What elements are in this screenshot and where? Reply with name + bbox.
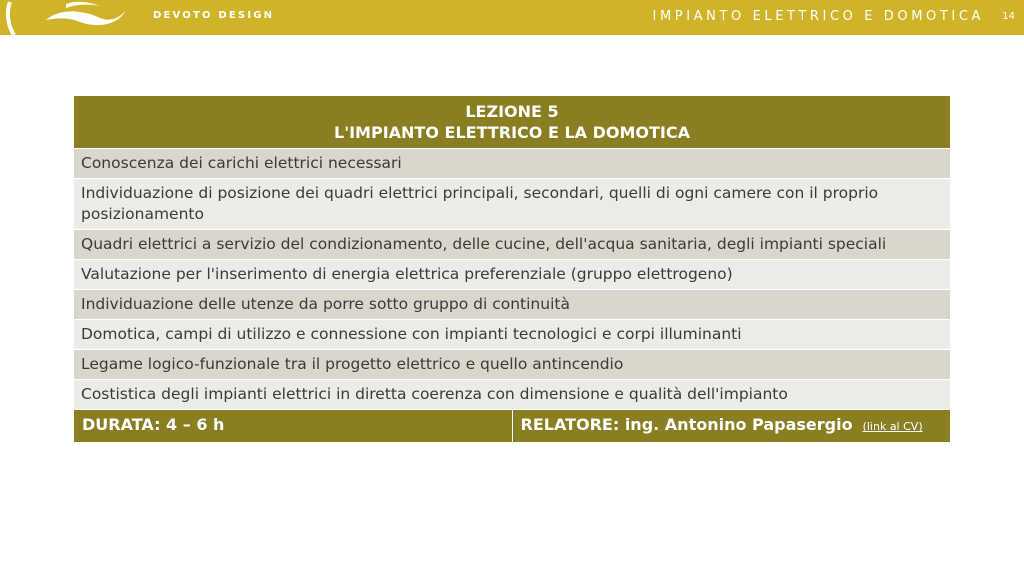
table-row	[74, 179, 951, 230]
topic-cell: Valutazione per l'inserimento di energia elettrica preferenziale (gruppo elettrogeno)	[74, 260, 951, 290]
table-row	[74, 260, 951, 290]
lesson-table	[73, 95, 951, 443]
table-row	[74, 350, 951, 380]
cv-link[interactable]: (link al CV)	[862, 420, 923, 433]
table-row	[74, 320, 951, 350]
topic-cell: Quadri elettrici a servizio del condizionamento, delle cucine, dell'acqua sanitaria, degli impianti speciali	[74, 230, 951, 260]
lesson-title: L'IMPIANTO ELETTRICO E LA DOMOTICA	[334, 123, 690, 142]
topic-cell: Conoscenza dei carichi elettrici necessari	[74, 149, 951, 179]
duration-cell	[74, 410, 513, 443]
topic-cell: Domotica, campi di utilizzo e connessione con impianti tecnologici e corpi illuminanti	[74, 320, 951, 350]
speaker-label: RELATORE: ing. Antonino Papasergio	[520, 415, 853, 434]
table-row	[74, 149, 951, 179]
speaker-cell	[512, 410, 951, 443]
wave-logo-icon	[0, 0, 140, 35]
lesson-number: LEZIONE 5	[465, 102, 559, 121]
table-row	[74, 290, 951, 320]
table-row	[74, 230, 951, 260]
brand-name: DEVOTO DESIGN	[153, 10, 275, 21]
section-title: IMPIANTO ELETTRICO E DOMOTICA	[652, 9, 984, 24]
page-number: 14	[1002, 11, 1015, 22]
topic-cell: Individuazione di posizione dei quadri elettrici principali, secondari, quelli di ogni camere con il proprio posizionamento	[74, 179, 951, 230]
table-footer-row	[74, 410, 951, 443]
topic-cell: Costistica degli impianti elettrici in diretta coerenza con dimensione e qualità dell'impianto	[74, 380, 951, 410]
duration-label: DURATA: 4 – 6 h	[82, 415, 225, 434]
topic-cell: Legame logico-funzionale tra il progetto elettrico e quello antincendio	[74, 350, 951, 380]
lesson-header	[74, 96, 951, 149]
topic-cell: Individuazione delle utenze da porre sotto gruppo di continuità	[74, 290, 951, 320]
top-bar	[0, 0, 1024, 35]
table-row	[74, 380, 951, 410]
